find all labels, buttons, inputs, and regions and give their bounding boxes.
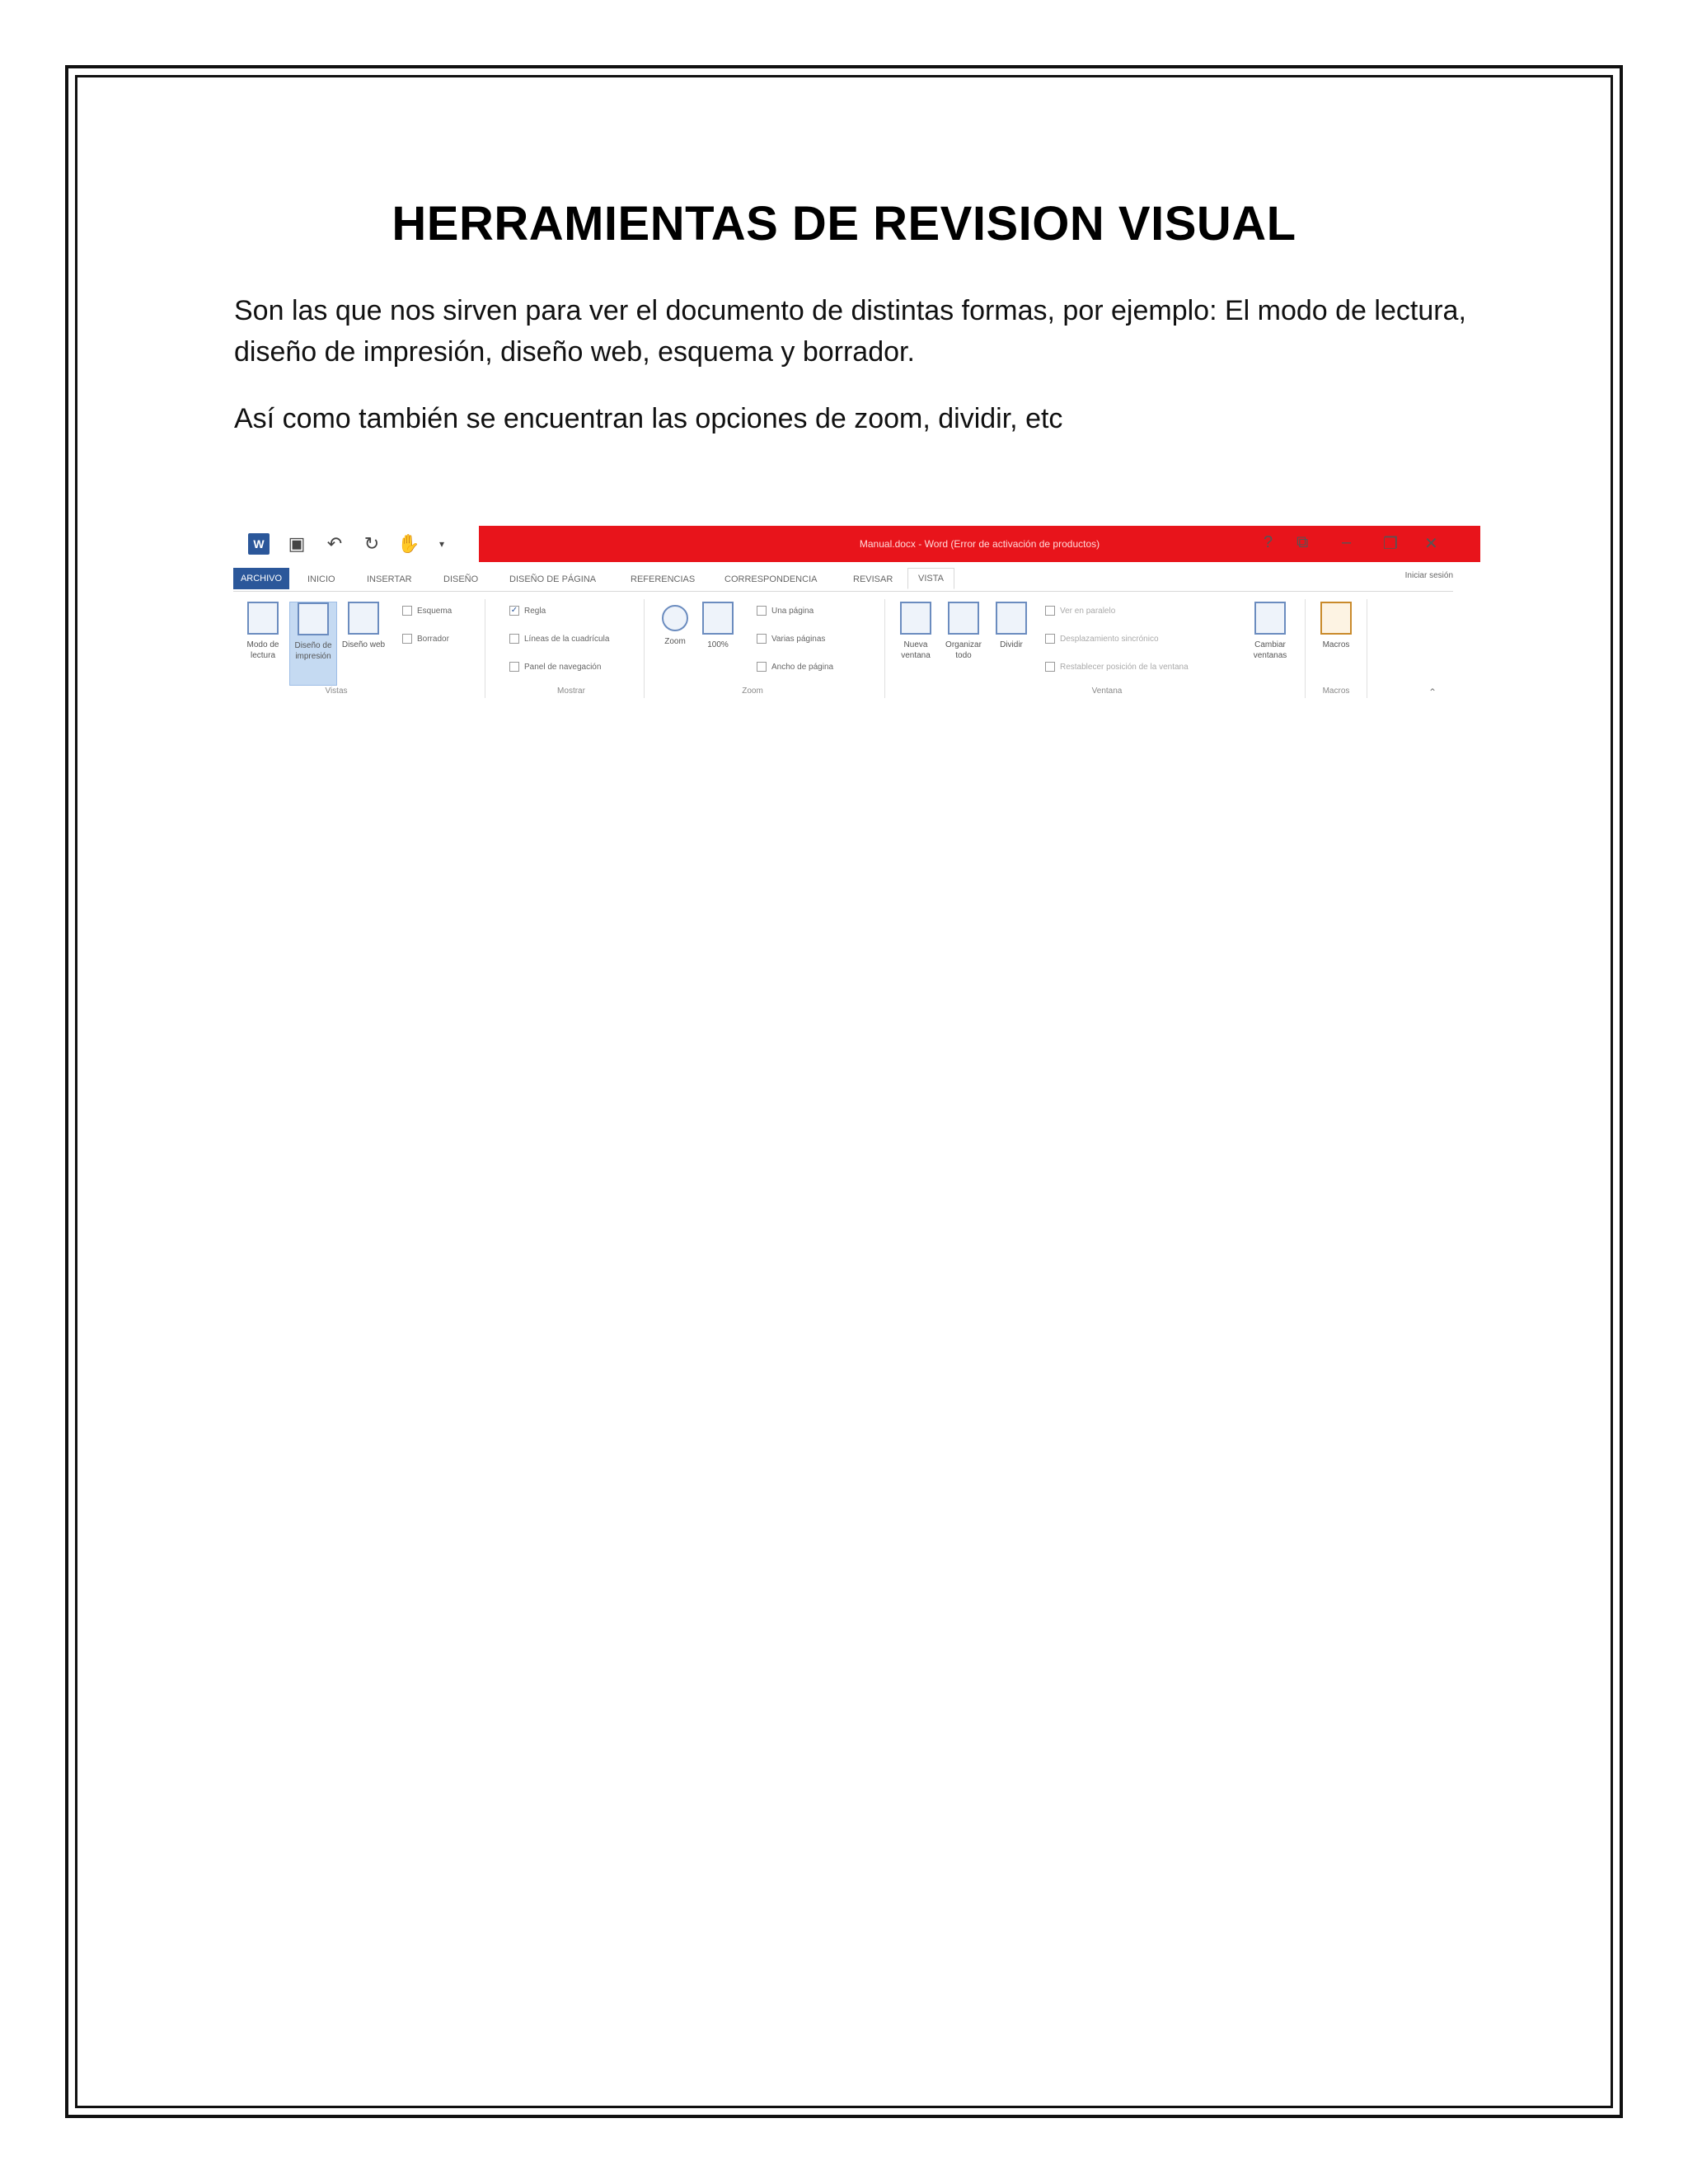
zoom-button[interactable]: Zoom (652, 602, 698, 684)
word-app-icon: W (248, 533, 270, 555)
regla-checkbox[interactable]: ✓ Regla (510, 606, 546, 616)
macros-icon (1320, 602, 1352, 635)
undo-icon[interactable]: ↶ (326, 533, 343, 554)
cambiar-ventanas-button[interactable]: Cambiar ventanas (1243, 602, 1297, 684)
sign-in-link[interactable]: Iniciar sesión (1404, 571, 1453, 580)
group-separator (1305, 599, 1306, 698)
checkbox-checked-icon: ✓ (510, 606, 518, 615)
diseno-impresion-button[interactable]: Diseño de impresión (289, 602, 337, 686)
new-window-icon (900, 602, 931, 635)
read-mode-icon (247, 602, 279, 635)
varias-paginas-button[interactable]: Varias páginas (757, 634, 825, 644)
dividir-button[interactable]: Dividir (988, 602, 1034, 684)
group-label-vistas: Vistas (325, 687, 348, 696)
page-width-icon (757, 662, 767, 672)
restablecer-posicion-button[interactable]: Restablecer posición de la ventana (1045, 662, 1189, 672)
ribbon-display-options-icon[interactable]: ⧉ (1296, 533, 1309, 551)
web-layout-icon (348, 602, 379, 635)
tab-referencias[interactable]: REFERENCIAS (631, 574, 696, 584)
tab-revisar[interactable]: REVISAR (853, 574, 893, 584)
redo-icon[interactable]: ↻ (363, 533, 380, 554)
tab-correspondencia[interactable]: CORRESPONDENCIA (724, 574, 818, 584)
una-pagina-button[interactable]: Una página (757, 606, 814, 616)
window-title: Manual.docx - Word (Error de activación de productos) (479, 526, 1480, 562)
group-label-zoom: Zoom (742, 687, 763, 696)
page-border-inner (75, 75, 1613, 2108)
tab-insertar[interactable]: INSERTAR (367, 574, 412, 584)
borrador-button[interactable]: Borrador (402, 634, 449, 644)
ancho-pagina-button[interactable]: Ancho de página (757, 662, 833, 672)
tab-vista[interactable]: VISTA (907, 568, 954, 589)
checkbox-icon (509, 634, 519, 644)
group-label-mostrar: Mostrar (557, 687, 585, 696)
reset-window-icon (1045, 662, 1055, 672)
outline-icon (402, 606, 412, 616)
organizar-todo-button[interactable]: Organizar todo (940, 602, 987, 684)
side-by-side-icon (1045, 606, 1055, 616)
collapse-ribbon-icon[interactable]: ⌃ (1428, 687, 1437, 698)
document-title: HERRAMIENTAS DE REVISION VISUAL (392, 197, 1296, 251)
touch-mode-icon[interactable]: ✋ (397, 533, 420, 554)
diseno-web-button[interactable]: Diseño web (340, 602, 387, 684)
document-paragraph-1: Son las que nos sirven para ver el documento de distintas formas, por ejemplo: El modo de lectura, diseño de impresión, diseño web, esquema y borrador. (234, 295, 1466, 368)
esquema-button[interactable]: Esquema (402, 606, 452, 616)
magnifier-icon (662, 605, 688, 631)
ribbon-screenshot (233, 523, 1453, 701)
modo-lectura-button[interactable]: Modo de lectura (240, 602, 286, 684)
group-label-ventana: Ventana (1091, 687, 1123, 696)
tab-diseno-pagina[interactable]: DISEÑO DE PÁGINA (509, 574, 597, 584)
one-page-icon (757, 606, 767, 616)
quick-access-toolbar (233, 523, 1453, 565)
desplazamiento-sincronico-button[interactable]: Desplazamiento sincrónico (1045, 634, 1159, 644)
checkbox-icon (509, 662, 519, 672)
ribbon-tabs (233, 566, 1453, 592)
tab-archivo[interactable]: ARCHIVO (233, 568, 289, 589)
split-icon (996, 602, 1027, 635)
tab-inicio[interactable]: INICIO (307, 574, 335, 584)
nueva-ventana-button[interactable]: Nueva ventana (893, 602, 939, 684)
customize-qat-icon[interactable]: ▾ (438, 538, 445, 550)
lineas-cuadricula-checkbox[interactable]: Líneas de la cuadrícula (509, 634, 609, 644)
group-separator (644, 599, 645, 698)
multiple-pages-icon (757, 634, 767, 644)
document-paragraph-2: Así como también se encuentran las opciones de zoom, dividir, etc (234, 403, 1063, 434)
switch-windows-icon (1254, 602, 1286, 635)
panel-navegacion-checkbox[interactable]: Panel de navegación (509, 662, 601, 672)
zoom-100-button[interactable]: 100% (695, 602, 741, 684)
macros-button[interactable]: Macros (1313, 602, 1359, 684)
group-label-macros: Macros (1322, 687, 1350, 696)
arrange-all-icon (948, 602, 979, 635)
minimize-icon[interactable]: – (1342, 533, 1352, 551)
ver-en-paralelo-button[interactable]: Ver en paralelo (1045, 606, 1115, 616)
close-icon[interactable]: ✕ (1424, 535, 1438, 553)
draft-icon (402, 634, 412, 644)
sync-scroll-icon (1045, 634, 1055, 644)
tab-diseno[interactable]: DISEÑO (443, 574, 479, 584)
save-icon[interactable]: ▣ (288, 533, 306, 554)
group-separator (884, 599, 885, 698)
help-icon[interactable]: ? (1264, 533, 1273, 551)
print-layout-icon (298, 602, 329, 635)
restore-icon[interactable]: ❐ (1383, 535, 1398, 553)
zoom-100-icon (702, 602, 734, 635)
